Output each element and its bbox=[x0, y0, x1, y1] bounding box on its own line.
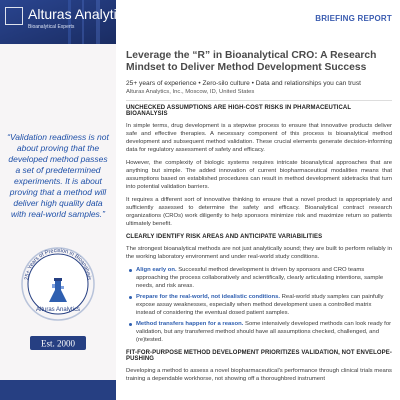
bullet-lead: Prepare for the real-world, not idealistic conditions. bbox=[136, 294, 281, 300]
section-heading-risk-areas: CLEARLY IDENTIFY RISK AREAS AND ANTICIPATE VARIABILITIES bbox=[126, 234, 323, 240]
paragraph-4: The strongest bioanalytical methods are not just analytically sound; they are built to perform reliably in the working laboratory environment and under real-world study conditions. bbox=[126, 246, 392, 260]
emblem-name: Alturas Analytics bbox=[35, 307, 81, 313]
paragraph-5: Developing a method to assess a novel biopharmaceutical's performance through clinical trials means training a dependable workhorse, not showing off a thoroughbred instrument bbox=[126, 368, 392, 382]
company-location: Alturas Analytics, Inc., Moscow, ID, United States bbox=[126, 89, 255, 95]
brand-hero bbox=[0, 0, 131, 44]
pull-quote: “Validation readiness is not about proving that the developed method passes a set of predetermined experiments. It is about proving that a method will deliver high quality data with real-world samples.” bbox=[7, 132, 109, 219]
sidebar-footer-band bbox=[0, 380, 116, 400]
article-title: Leverage the “R” in Bioanalytical CRO: A Research Mindset to Deliver Method Development Success bbox=[126, 50, 377, 73]
list-item bbox=[136, 293, 392, 317]
report-header bbox=[0, 0, 400, 44]
paragraph-2: However, the complexity of biologic systems requires intricate bioanalytical approaches that are anything but simple. The added innovation of current biopharmaceutical modalities means that assumptions based on established procedures can result in method development sidetracks that turn into potential validation barriers. bbox=[126, 160, 392, 190]
article-body bbox=[126, 50, 392, 388]
article-highlights: 25+ years of experience • Zero-silo culture • Data and relationships you can trust bbox=[126, 80, 361, 87]
bullet-lead: Method transfers happen for a reason. bbox=[136, 321, 244, 327]
brand-tagline: Bioanalytical Experts bbox=[28, 24, 75, 30]
report-type-label: BRIEFING REPORT bbox=[315, 14, 392, 23]
emblem-arc-text: 25+ Years of Precision in Bioanalysis bbox=[24, 247, 92, 281]
brand-name: Alturas Analytics bbox=[28, 6, 131, 22]
bullet-text: Successful method development is driven by sponsors and CRO teams approaching the process collaboratively and scientifically, clearly articulating intentions, sample needs, and risk areas. bbox=[136, 267, 384, 289]
section-heading-fit-for-purpose: FIT-FOR-PURPOSE METHOD DEVELOPMENT PRIORITIZES VALIDATION, NOT ENVELOPE-PUSHING bbox=[126, 350, 392, 362]
paragraph-1: In simple terms, drug development is a stepwise process to ensure that innovative products deliver safe and effective therapies. A necessary component of this process is bioanalytical method development and subsequent method validation. These crucial elements generate decision-informing data for regulatory assessment of safety and efficacy. bbox=[126, 123, 392, 153]
bullet-text: Some intensively developed methods can look ready for validation, but any transferred method should have all assumptions checked, challenged, and (re)tested. bbox=[136, 321, 392, 343]
anniversary-emblem bbox=[18, 238, 98, 364]
bullet-text: Real-world study samples can painfully expose assay weaknesses, especially when method development uses a controlled matrix instead of considering the eventual dosed patient samples. bbox=[136, 294, 384, 316]
emblem-established: Est. 2000 bbox=[40, 338, 76, 349]
list-item bbox=[136, 266, 392, 290]
paragraph-3: It requires a different sort of innovative thinking to ensure that a novel product is appropriately and sufficiently assessed to determine the safety and efficacy. Bioanalytical contract research organizations (CROs) work diligently to help sponsors minimize risk and maximize return so patients ultimately benefit. bbox=[126, 197, 392, 227]
bullet-list bbox=[126, 266, 392, 344]
brand-logo-icon bbox=[5, 7, 23, 25]
bullet-lead: Align early on. bbox=[136, 267, 177, 273]
list-item bbox=[136, 320, 392, 344]
section-heading-assumptions: UNCHECKED ASSUMPTIONS ARE HIGH-COST RISKS IN PHARMACEUTICAL BIOANALYSIS bbox=[126, 100, 392, 117]
